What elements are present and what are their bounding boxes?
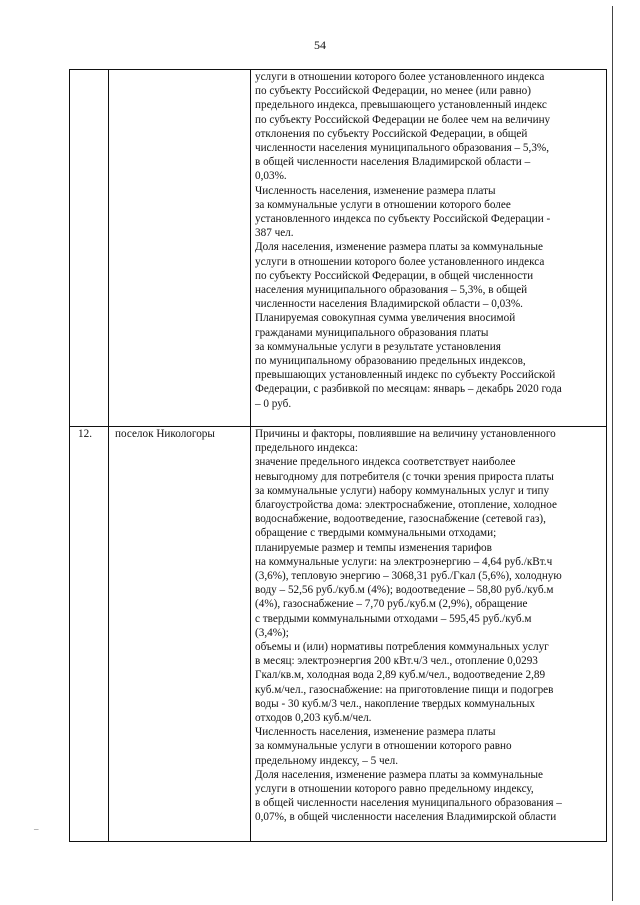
text-line: (4%), газоснабжение – 7,70 руб./куб.м (2,9%), обращение: [255, 598, 528, 611]
text-line: за коммунальные услуги) набору коммунальных услуг и типу: [255, 484, 550, 497]
text-line: объемы и (или) нормативы потребления коммунальных услуг: [255, 641, 549, 654]
text-line: услуги в отношении которого равно предельному индексу,: [255, 783, 534, 796]
text-line: на коммунальные услуги: на электроэнергию – 4,64 руб./кВт.ч: [255, 555, 553, 568]
text-line: за коммунальные услуги в отношении которого равно: [255, 740, 512, 753]
text-line: отходов 0,203 куб.м/чел.: [255, 712, 372, 725]
text-line: предельного индекса, превышающего установленный индекс: [255, 99, 547, 112]
text-line: предельного индекса:: [255, 442, 358, 455]
text-line: – 0 руб.: [255, 397, 292, 410]
text-line: по муниципальному образованию предельных индексов,: [255, 355, 526, 368]
text-line: воду – 52,56 руб./куб.м (4%); водоотведение – 58,80 руб./куб.м: [255, 584, 554, 597]
table-row: [70, 427, 607, 842]
text-line: по субъекту Российской Федерации, но менее (или равно): [255, 85, 531, 98]
text-line: с твердыми коммунальными отходами – 595,45 руб./куб.м: [255, 612, 532, 625]
text-line: значение предельного индекса соответствует наиболее: [255, 456, 516, 469]
text-line: куб.м/чел., газоснабжение: на приготовление пищи и подогрев: [255, 683, 554, 696]
municipal-index-table: [69, 69, 607, 842]
text-line: Численность населения, изменение размера платы: [255, 726, 496, 739]
page-edge-line: [612, 6, 613, 901]
row-number-cell: 12.: [70, 427, 109, 842]
text-line: Причины и факторы, повлиявшие на величину установленного: [255, 428, 556, 440]
text-line: (3,4%);: [255, 626, 289, 639]
text-line: Планируемая совокупная сумма увеличения вносимой: [255, 312, 516, 325]
table-row: [70, 70, 607, 427]
text-line: услуги в отношении которого более установленного индекса: [255, 255, 545, 268]
text-line: воды - 30 куб.м/3 чел., накопление твердых коммунальных: [255, 697, 535, 710]
text-line: 387 чел.: [255, 227, 294, 240]
text-line: по субъекту Российской Федерации не более чем на величину: [255, 113, 551, 126]
text-line: в общей численности населения муниципального образования –: [255, 797, 562, 810]
text-line: 0,03%.: [255, 170, 287, 183]
locality-cell: поселок Никологоры: [109, 427, 251, 842]
text-line: в месяц: электроэнергия 200 кВт.ч/3 чел., отопление 0,0293: [255, 655, 538, 668]
text-line: превышающих установленный индекс по субъекту Российской: [255, 369, 556, 382]
page-number: 54: [314, 38, 326, 52]
text-line: планируемые размер и темпы изменения тарифов: [255, 541, 492, 554]
text-line: обращение с твердыми коммунальными отходами;: [255, 527, 497, 540]
text-line: населения муниципального образования – 5,3%, в общей: [255, 284, 528, 297]
locality-cell: [109, 70, 251, 427]
text-line: за коммунальные услуги в результате установления: [255, 340, 501, 353]
text-line: установленного индекса по субъекту Российской Федерации -: [255, 213, 551, 226]
text-line: за коммунальные услуги в отношении которого более: [255, 198, 511, 211]
text-line: отклонения по субъекту Российской Федерации, в общей: [255, 127, 528, 140]
text-line: численности населения муниципального образования – 5,3%,: [255, 142, 550, 155]
text-line: невыгодному для потребителя (с точки зрения прироста платы: [255, 470, 554, 483]
text-line: предельному индексу, – 5 чел.: [255, 754, 399, 767]
text-line: Федерации, с разбивкой по месяцам: январь – декабрь 2020 года: [255, 383, 562, 396]
text-line: благоустройства дома: электроснабжение, отопление, холодное: [255, 499, 557, 512]
text-line: Численность населения, изменение размера платы: [255, 184, 496, 197]
text-line: численности населения Владимирской области – 0,03%.: [255, 298, 523, 311]
text-line: в общей численности населения Владимирской области –: [255, 156, 531, 169]
scan-mark: –: [34, 824, 39, 834]
text-line: гражданами муниципального образования платы: [255, 326, 489, 339]
text-line: Гкал/кв.м, холодная вода 2,89 куб.м/чел., водоотведение 2,89: [255, 669, 546, 682]
text-line: услуги в отношении которого более установленного индекса: [255, 71, 545, 83]
text-line: Доля населения, изменение размера платы за коммунальные: [255, 768, 543, 781]
text-line: Доля населения, изменение размера платы за коммунальные: [255, 241, 543, 254]
text-line: 0,07%, в общей численности населения Владимирской области: [255, 811, 557, 824]
row-number-cell: [70, 70, 109, 427]
description-cell: [251, 427, 607, 842]
text-line: водоснабжение, водоотведение, газоснабжение (сетевой газ),: [255, 513, 546, 526]
text-line: по субъекту Российской Федерации, в общей численности: [255, 269, 534, 282]
description-cell: [251, 70, 607, 427]
text-line: (3,6%), тепловую энергию – 3068,31 руб./Гкал (5,6%), холодную: [255, 570, 562, 583]
